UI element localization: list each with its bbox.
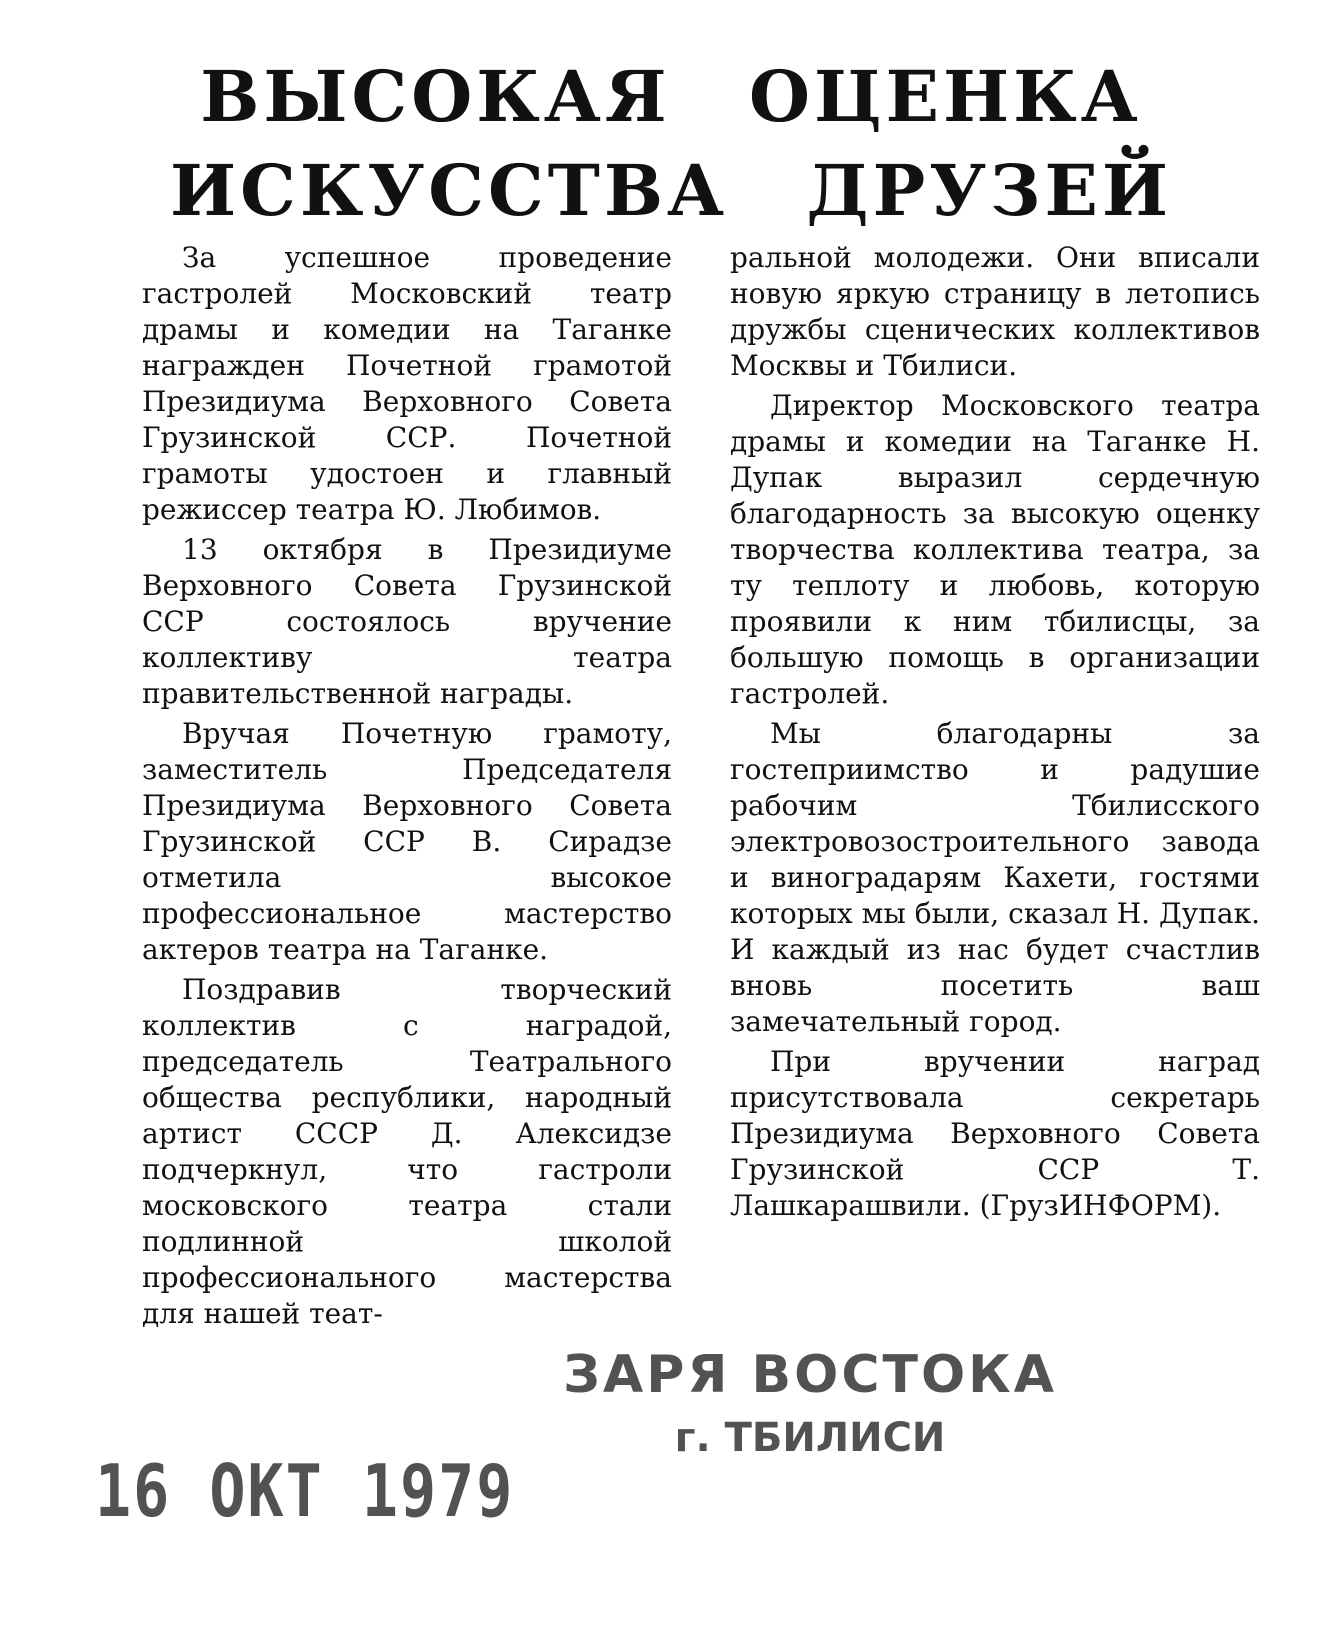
article-column-left	[142, 240, 672, 1332]
article-headline	[0, 50, 1342, 238]
newspaper-city: г. ТБИЛИСИ	[674, 1415, 946, 1461]
paragraph: Поздравив творческий коллектив с наградой, председатель Театрального общества республики, народный артист СССР Д. Алексидзе подчеркнул, что гастроли московского театра стали подлинной школой профессионального мастерства для нашей теат-	[142, 973, 672, 1330]
paragraph: За успешное проведение гастролей Московский театр драмы и комедии на Таганке награжден Почетной грамотой Президиума Верховного Совета Грузинской ССР. Почетной грамоты удостоен и главный режиссер театра Ю. Любимов.	[142, 241, 672, 526]
headline-line-2: ИСКУССТВА ДРУЗЕЙ	[169, 149, 1173, 232]
paragraph: Мы благодарны за гостеприимство и радушие рабочим Тбилисского электровозостроительного завода и виноградарям Кахети, гостями которых мы были, сказал Н. Дупак. И каждый из нас будет счастлив вновь посетить ваш замечательный город.	[730, 717, 1260, 1038]
paragraph: 13 октября в Президиуме Верховного Совета Грузинской ССР состоялось вручение коллективу театра правительственной награды.	[142, 533, 672, 710]
article-column-right	[730, 240, 1260, 1224]
paragraph: ральной молодежи. Они вписали новую яркую страницу в летопись дружбы сценических коллективов Москвы и Тбилиси.	[730, 241, 1260, 382]
date-stamp: 16 ОКТ 1979	[95, 1450, 515, 1534]
paragraph: Вручая Почетную грамоту, заместитель Председателя Президиума Верховного Совета Грузинской ССР В. Сирадзе отметила высокое профессиональное мастерство актеров театра на Таганке.	[142, 717, 672, 966]
paragraph: Директор Московского театра драмы и комедии на Таганке Н. Дупак выразил сердечную благодарность за высокую оценку творчества коллектива театра, за ту теплоту и любовь, которую проявили к ним тбилисцы, за большую помощь в организации гастролей.	[730, 389, 1260, 710]
paragraph: При вручении наград присутствовала секретарь Президиума Верховного Совета Грузинской ССР Т. Лашкарашвили. (ГрузИНФОРМ).	[730, 1045, 1260, 1222]
newspaper-name: ЗАРЯ ВОСТОКА	[563, 1345, 1057, 1405]
newspaper-stamp	[560, 1345, 1060, 1463]
headline-line-1: ВЫСОКАЯ ОЦЕНКА	[200, 55, 1142, 138]
